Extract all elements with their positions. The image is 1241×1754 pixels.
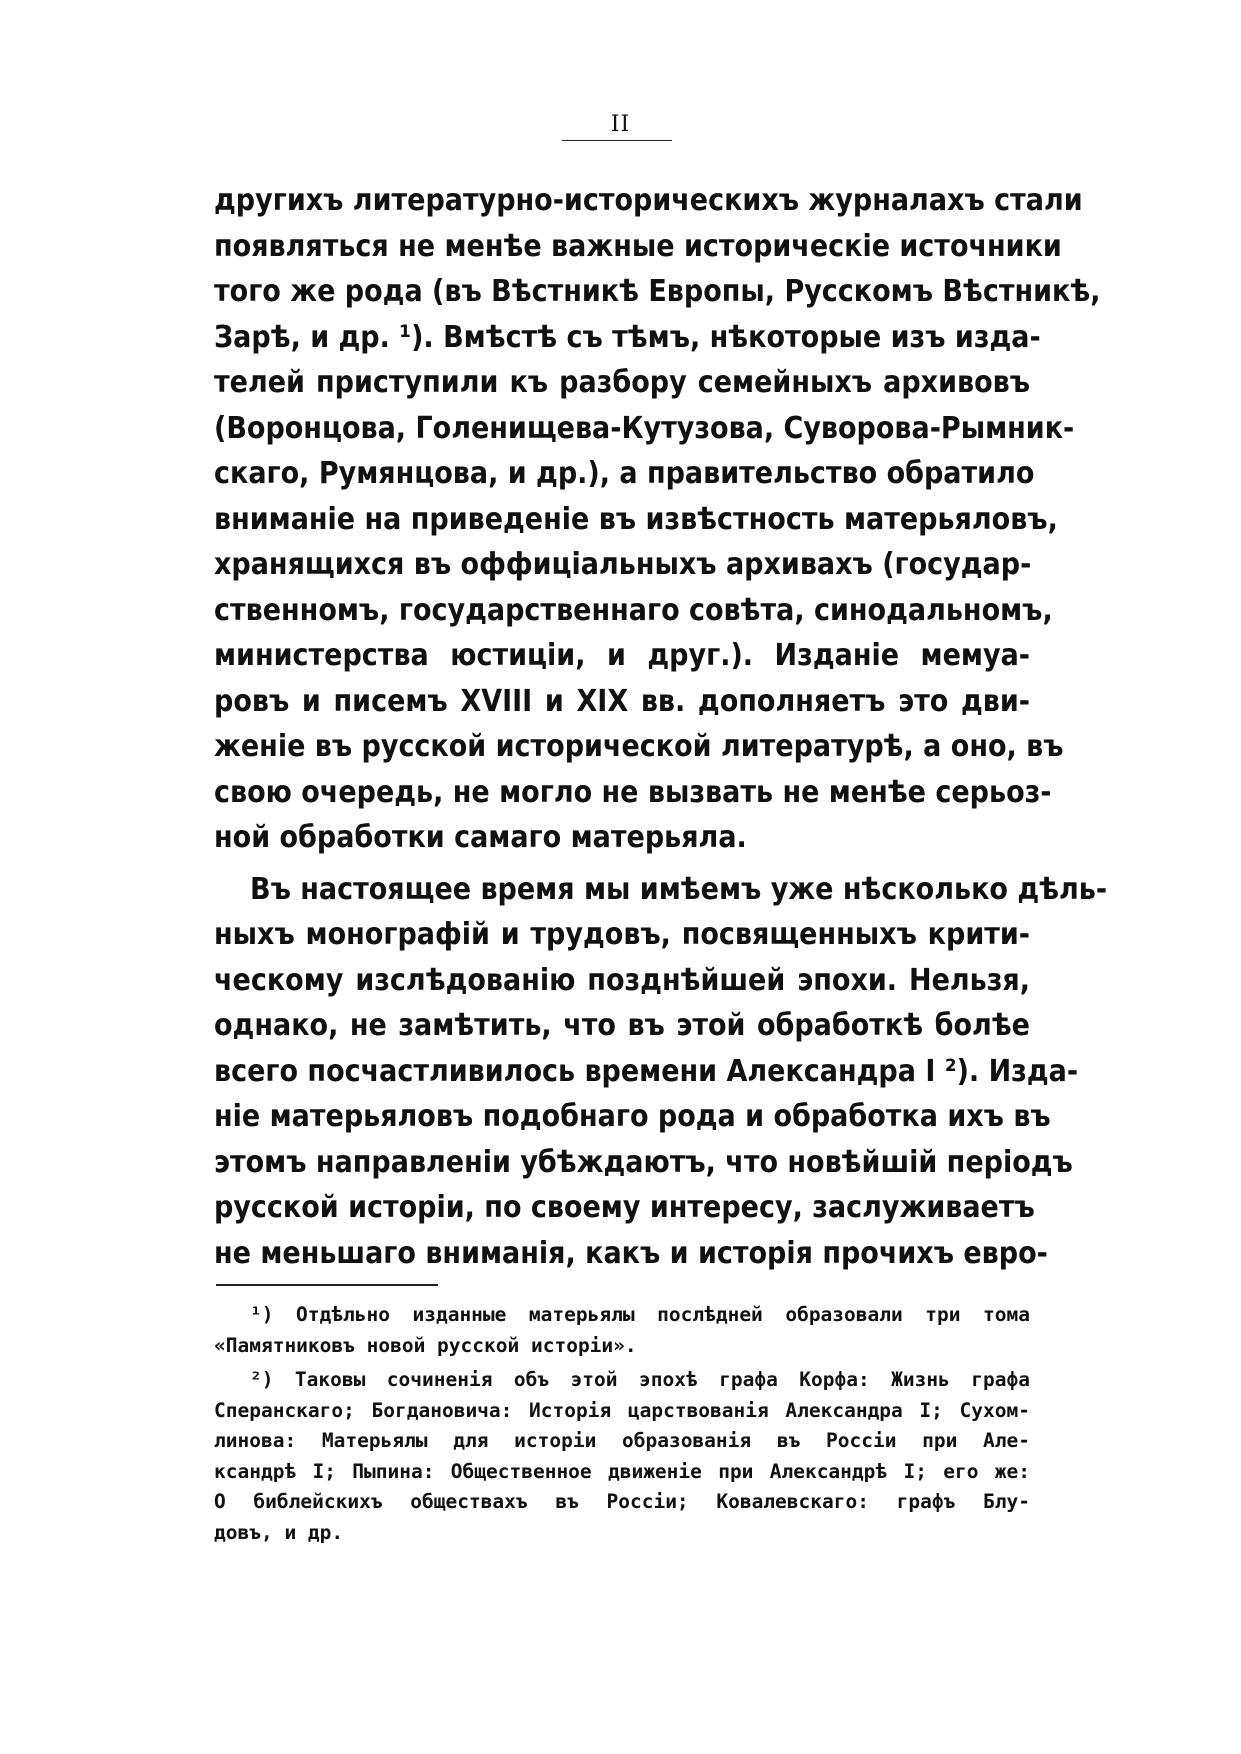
header-rule — [562, 140, 672, 141]
footnote-line: «Памятниковъ новой русской исторіи». — [214, 1333, 637, 1357]
text-line: ственномъ, государственнаго совѣта, синодальномъ, — [214, 592, 1053, 628]
text-line: другихъ литературно-историческихъ журналахъ стали — [214, 183, 1083, 218]
text-line: (Воронцова, Голенищева-Кутузова, Суворова-Рымник- — [214, 410, 1075, 446]
text-line: всего посчастливилось времени Александра I ²). Изда- — [214, 1053, 1079, 1089]
text-line: ческому изслѣдованію позднѣйшей эпохи. Нельзя, — [214, 962, 1030, 998]
text-line: русской исторіи, по своему интересу, заслуживаетъ — [214, 1190, 1035, 1225]
footnotes — [214, 1300, 1030, 1548]
text-line: этомъ направленіи убѣждаютъ, что новѣйшій періодъ — [214, 1144, 1073, 1180]
paragraph-2 — [214, 867, 1108, 1277]
text-line: свою очередь, не могло не вызвать не менѣе серьоз- — [214, 774, 1052, 810]
text-line: хранящихся въ оффиціальныхъ архивахъ (государ- — [214, 547, 1032, 582]
footnote-rule — [216, 1284, 438, 1286]
footnote-line: Сперанскаго; Богдановича: Исторія царствованія Александра I; Сухом- — [214, 1398, 1030, 1422]
text-line: Зарѣ, и др. ¹). Вмѣстѣ съ тѣмъ, нѣкоторые изъ изда- — [214, 319, 1041, 355]
footnote-line: линова: Матерьялы для исторіи образованія въ Россіи при Але- — [214, 1429, 1030, 1452]
footnote-1 — [214, 1300, 1030, 1361]
text-line: ніе матерьяловъ подобнаго рода и обработка ихъ въ — [214, 1099, 1051, 1134]
text-line: ровъ и писемъ XVIII и XIX вв. дополняетъ это дви- — [214, 683, 1030, 719]
text-line: не меньшаго вниманія, какъ и исторія прочихъ евро- — [214, 1235, 1048, 1271]
page-number: II — [610, 112, 631, 137]
body-text — [214, 178, 1108, 1276]
text-line: того же рода (въ Вѣстникѣ Европы, Русскомъ Вѣстникѣ, — [214, 274, 1101, 309]
footnote-line: ксандрѣ I; Пыпина: Общественное движеніе при Александрѣ I; его же: — [214, 1459, 1030, 1483]
text-line: вниманіе на приведеніе въ извѣстность матерьяловъ, — [214, 501, 1058, 537]
text-line: ной обработки самаго матерьяла. — [214, 820, 747, 855]
footnote-line: ¹) Отдѣльно изданные матерьялы послѣдней образовали три тома — [250, 1303, 1030, 1326]
footnote-line: О библейскихъ обществахъ въ Россіи; Ковалевскаго: графъ Блу- — [214, 1490, 1030, 1513]
text-line: женіе въ русской исторической литературѣ, а оно, въ — [214, 729, 1064, 764]
footnote-line: ²) Таковы сочиненія объ этой эпохѣ графа Корфа: Жизнь графа — [250, 1368, 1030, 1391]
text-line: Въ настоящее время мы имѣемъ уже нѣсколько дѣль- — [250, 871, 1108, 907]
footnote-2 — [214, 1365, 1030, 1548]
text-line: скаго, Румянцова, и др.), а правительство обратило — [214, 456, 1035, 491]
text-line: министерства юстиціи, и друг.). Изданіе мемуа- — [214, 638, 1030, 673]
text-line: ныхъ монографій и трудовъ, посвященныхъ крити- — [214, 917, 1030, 952]
text-line: телей приступили къ разбору семейныхъ архивовъ — [214, 365, 1030, 400]
paragraph-1 — [214, 178, 1101, 861]
text-line: однако, не замѣтить, что въ этой обработкѣ болѣе — [214, 1008, 1030, 1043]
text-line: появляться не менѣе важные историческіе источники — [214, 228, 1062, 264]
footnote-line: довъ, и др. — [214, 1520, 344, 1544]
